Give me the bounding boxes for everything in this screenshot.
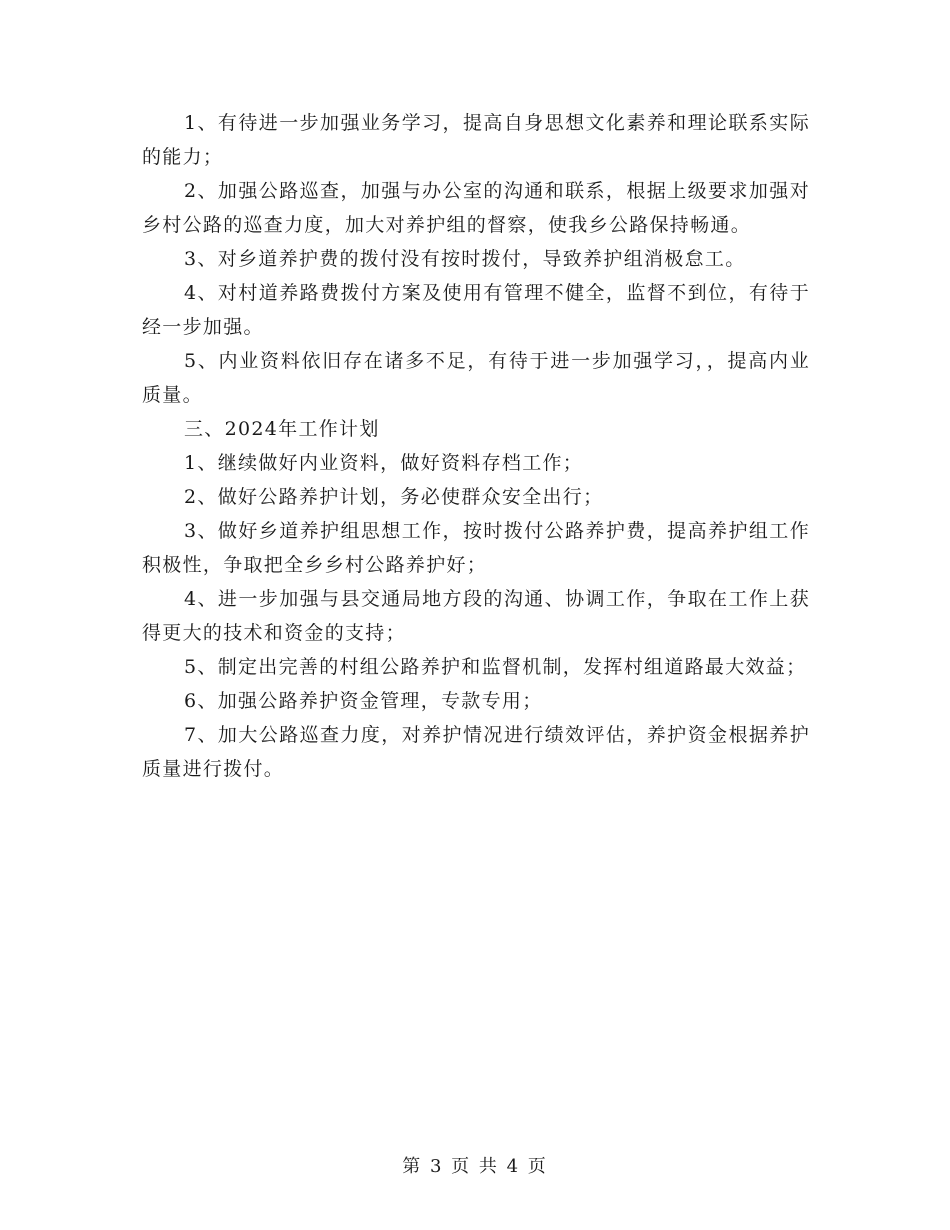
paragraph-plan-5: 5、制定出完善的村组公路养护和监督机制，发挥村组道路最大效益； <box>184 656 807 678</box>
paragraph-problem-1: 1、有待进一步加强业务学习，提高自身思想文化素养和理论联系实际的能力； <box>142 112 810 168</box>
section-heading-work-plan: 三、2024年工作计划 <box>184 418 380 440</box>
document-body <box>142 106 810 786</box>
paragraph-plan-1: 1、继续做好内业资料，做好资料存档工作； <box>184 452 584 474</box>
paragraph-plan-7: 7、加大公路巡查力度，对养护情况进行绩效评估，养护资金根据养护质量进行拨付。 <box>142 724 810 780</box>
paragraph-plan-6: 6、加强公路养护资金管理，专款专用； <box>184 690 543 712</box>
paragraph-plan-4: 4、进一步加强与县交通局地方段的沟通、协调工作，争取在工作上获得更大的技术和资金的支持； <box>142 588 810 644</box>
paragraph-problem-4: 4、对村道养路费拨付方案及使用有管理不健全，监督不到位，有待于经一步加强。 <box>142 282 810 338</box>
paragraph-problem-2: 2、加强公路巡查，加强与办公室的沟通和联系，根据上级要求加强对乡村公路的巡查力度，加大对养护组的督察，使我乡公路保持畅通。 <box>142 180 810 236</box>
paragraph-plan-3: 3、做好乡道养护组思想工作，按时拨付公路养护费，提高养护组工作积极性，争取把全乡乡村公路养护好； <box>142 520 810 576</box>
paragraph-problem-3: 3、对乡道养护费的拨付没有按时拨付，导致养护组消极怠工。 <box>184 248 746 270</box>
paragraph-problem-5: 5、内业资料依旧存在诸多不足，有待于进一步加强学习，，提高内业质量。 <box>142 350 810 406</box>
page-number-footer: 第 3 页 共 4 页 <box>402 1156 548 1177</box>
paragraph-plan-2: 2、做好公路养护计划，务必使群众安全出行； <box>184 486 604 508</box>
